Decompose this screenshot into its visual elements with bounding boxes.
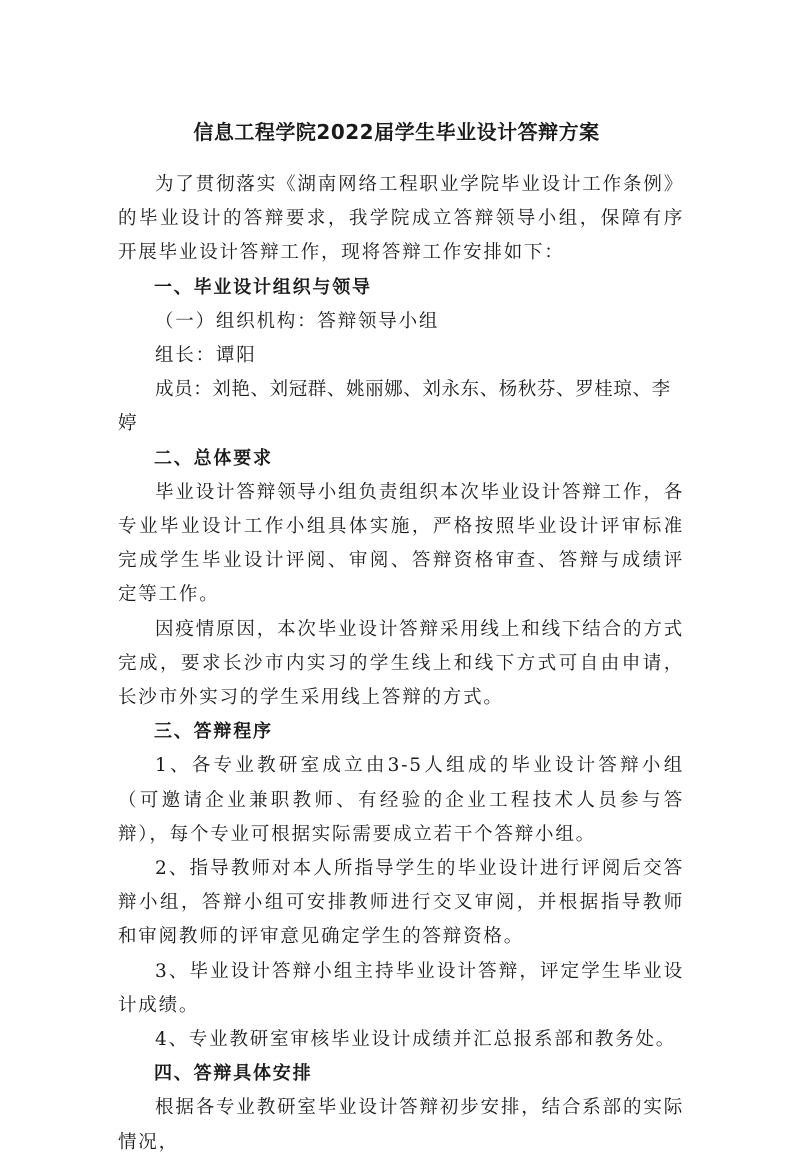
document-body <box>118 168 684 1160</box>
procedure-item-3: 3、毕业设计答辩小组主持毕业设计答辩，评定学生毕业设计成绩。 <box>118 960 684 1016</box>
procedure-item-1: 1、各专业教研室成立由3-5人组成的毕业设计答辩小组（可邀请企业兼职教师、有经验的企业工程技术人员参与答辩），每个专业可根据实际需要成立若干个答辩小组。 <box>118 755 684 845</box>
section1-heading: 一、毕业设计组织与领导 <box>154 276 372 298</box>
procedure-item-2: 2、指导教师对本人所指导学生的毕业设计进行评阅后交答辩小组，答辩小组可安排教师进行交叉审阅，并根据指导教师和审阅教师的评审意见确定学生的答辩资格。 <box>118 858 684 948</box>
members-line: 成员：刘艳、刘冠群、姚丽娜、刘永东、杨秋芬、罗桂琼、李婷 <box>118 379 671 435</box>
organization-line: （一）组织机构：答辩领导小组 <box>155 310 440 332</box>
procedure-item-4: 4、专业教研室审核毕业设计成绩并汇总报系部和教务处。 <box>155 1029 677 1051</box>
section2-paragraph-2: 因疫情原因，本次毕业设计答辩采用线上和线下结合的方式完成，要求长沙市内实习的学生线上和线下方式可自由申请，长沙市外实习的学生采用线上答辩的方式。 <box>118 618 684 709</box>
section4-paragraph-1: 根据各专业教研室毕业设计答辩初步安排，结合系部的实际情况， <box>118 1097 684 1153</box>
intro-paragraph: 为了贯彻落实《湖南网络工程职业学院毕业设计工作条例》的毕业设计的答辩要求，我学院成立答辩领导小组，保障有序开展毕业设计答辩工作，现将答辩工作安排如下： <box>118 174 684 264</box>
section3-heading: 三、答辩程序 <box>154 721 273 743</box>
document-title: 信息工程学院2022届学生毕业设计答辩方案 <box>193 120 600 144</box>
leader-line: 组长：谭阳 <box>155 345 257 367</box>
section4-heading: 四、答辩具体安排 <box>154 1063 313 1085</box>
section2-heading: 二、总体要求 <box>154 447 273 469</box>
section2-paragraph-1: 毕业设计答辩领导小组负责组织本次毕业设计答辩工作，各专业毕业设计工作小组具体实施，严格按照毕业设计评审标准完成学生毕业设计评阅、审阅、答辩资格审查、答辩与成绩评定等工作。 <box>118 481 684 606</box>
